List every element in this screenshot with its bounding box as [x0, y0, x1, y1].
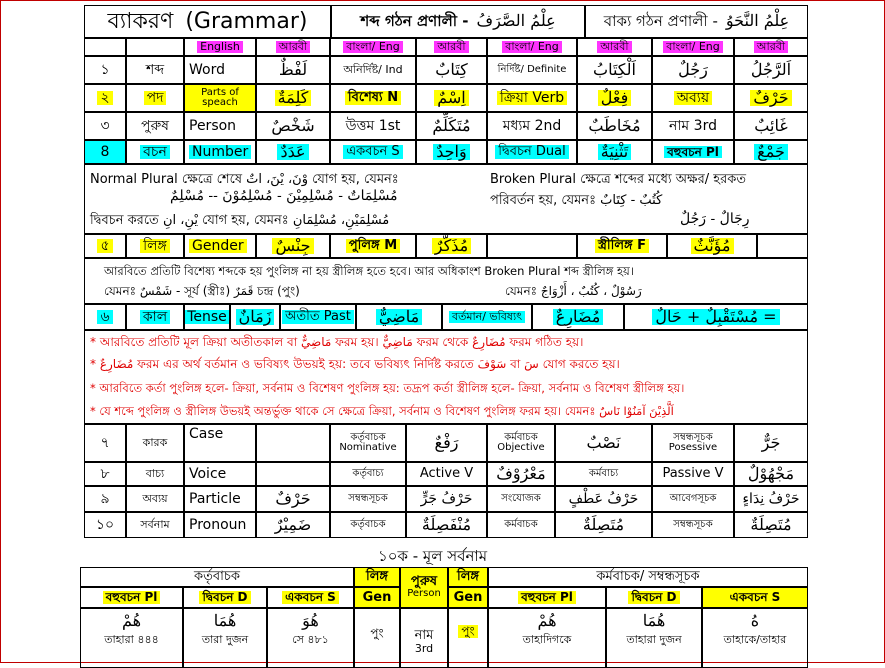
row-pos-ar2: اِسْمٌ [416, 84, 487, 112]
row-case-en: Case [184, 424, 256, 462]
gender-note-line-2-left: যেমনঃ شَمْسٌ - সূর্য (স্ত্রীঃ) قَمَرٌ চন্দ্র (পুং) [104, 284, 300, 298]
row-tense-ar4: مُسْتَقْبِلٌ + حَالٌ = [624, 304, 808, 330]
pron-dual-cell: দ্বিবচন D [183, 587, 267, 608]
header-morphology-cell [331, 5, 585, 38]
row-pronoun-ar3: مُتَصِلَةٌ [555, 512, 652, 538]
row-person-bn3: মধ্যম 2nd [487, 112, 577, 140]
tense-note-1: * আরবিতে প্রতিটি মূল ক্রিয়া অতীতকাল বা مَاضِيٌّ ফরম হয়। مَاضِيٌّ ফরম থেকে مُضَارِعٌ ফরম গঠিত হয়। [90, 335, 584, 349]
row-voice-bn2: কর্তৃবাচ্য [330, 462, 406, 486]
row-particle-bn2: সম্বন্ধসূচক [330, 486, 406, 512]
plural-note-left-2: مُسْلِمَاتٌ - مُسْلِمِيْنَ - مُسْلِمُوْنَ -- مُسْلِمٌ [170, 188, 398, 204]
row-case-ar2: رَفْعٌ [406, 424, 487, 462]
pron-gender-header-2: লিঙ্গ [448, 567, 488, 587]
row-pronoun-bn3: কর্মবাচক [487, 512, 555, 538]
header-grammar-bn: ব্যাকরণ [107, 8, 174, 34]
row-person-bn4: নাম 3rd [652, 112, 734, 140]
row-case-bn3: কর্মবাচক Objective [487, 424, 555, 462]
row-tense-ar1: زَمَانٌ [230, 304, 280, 330]
col-header-blank-2 [126, 38, 184, 56]
row-voice-bn: বাচ্য [126, 462, 184, 486]
row-tense-ar2: مَاضِيٌّ [356, 304, 442, 330]
row-word-bn3: নির্দিষ্ট/ Definite [487, 56, 577, 84]
row-number-bn2: একবচন S [330, 140, 416, 164]
header-syntax-ar: عِلْمُ النَّحَوُ [725, 11, 790, 31]
header-grammar-cell [84, 5, 331, 38]
row-pos-en: Parts of speach [184, 84, 256, 112]
row-particle-bn3: সংযোজক [487, 486, 555, 512]
pron-hu-cell: هُ তাহাকে/তাহার [702, 608, 808, 668]
row-particle-en: Particle [184, 486, 256, 512]
row-number-ar4: جَمْعٌ [734, 140, 808, 164]
row-particle-ar4: حَرْفُ نِدَاءٍ [734, 486, 808, 512]
row-case-num: ৭ [84, 424, 126, 462]
pron-singular-cell: একবচন S [267, 587, 354, 608]
row-pos-bn2: বিশেষ্য N [330, 84, 416, 112]
pron-masc-cell-2: পুং [448, 608, 488, 668]
plural-note-right-2: পরিবর্তন হয়, যেমনঃ كُتُبٌ - كِتَابٌ [490, 193, 663, 208]
row-word-bn2: অনির্দিষ্ট/ Ind [330, 56, 416, 84]
row-voice-ar1 [256, 462, 330, 486]
col-header-arabic-2: আরবী [416, 38, 487, 56]
pron-objective-header: কর্মবাচক/ সম্বন্ধসূচক [488, 567, 808, 587]
pronoun-section-title: ১০ক - মূল সর্বনাম [378, 547, 488, 565]
row-gender-empty-2 [757, 234, 808, 258]
plural-note-left-1: Normal Plural ক্ষেত্রে শেষে وْنَ، يْنَ، اتٌ যোগ হয়, যেমনঃ [90, 172, 399, 187]
row-gender-ar3: مُؤَنَّثٌ [667, 234, 757, 258]
row-gender-num: ৫ [84, 234, 126, 258]
row-pronoun-bn: সর্বনাম [126, 512, 184, 538]
row-particle-ar2: حَرْفُ جَرٍّ [406, 486, 487, 512]
row-person-en: Person [184, 112, 256, 140]
pron-person-header: পুরুষ Person [400, 567, 448, 608]
pron-name3-cell: নাম 3rd [400, 608, 448, 668]
row-case-bn4: সম্বন্ধসূচক Posessive [652, 424, 734, 462]
row-pos-bn4: অব্যয় [652, 84, 734, 112]
row-voice-ar2: Active V [406, 462, 487, 486]
row-voice-ar4: مَجْهُوْلٌ [734, 462, 808, 486]
pron-huma2-cell: هُمَا তাহারা দুজন [606, 608, 702, 668]
plural-note-right-1: Broken Plural ক্ষেত্রে শব্দের মধ্যে অক্ষর/ হরকত [490, 172, 747, 187]
row-particle-ar3: حَرْفُ عَطْفٍ [555, 486, 652, 512]
row-case-bn: কারক [126, 424, 184, 462]
header-syntax-cell [585, 5, 808, 38]
pron-huma-cell: هُمَا তারা দুজন [183, 608, 267, 668]
row-number-bn3: দ্বিবচন Dual [487, 140, 577, 164]
pron-hum-cell: هُمْ তাহারা ৪৪৪ [80, 608, 183, 668]
row-particle-num: ৯ [84, 486, 126, 512]
row-case-ar1 [256, 424, 330, 462]
col-header-bangla-eng-3: বাংলা/ Eng [652, 38, 734, 56]
tense-note-3: * আরবিতে কর্তা পুংলিঙ্গ হলে- ক্রিয়া, সর্বনাম ও বিশেষণ পুংলিঙ্গ হয়: তদ্রূপ কর্তা স্ত্রীলিঙ্গ হলে- ক্রিয়া, সর্বনাম ও বিশেষণ স্ত্রীলিঙ্গ হয়। [90, 381, 685, 395]
row-voice-ar3: কর্মবাচ্য [555, 462, 652, 486]
row-gender-ar2: مُذَكَّرٌ [416, 234, 487, 258]
row-gender-ar1: جِنْسٌ [256, 234, 330, 258]
pron-singular-cell-2: একবচন S [702, 587, 808, 608]
row-tense-bn2: অতীত Past [280, 304, 356, 330]
row-person-bn2: উত্তম 1st [330, 112, 416, 140]
gender-note-line-1: আরবিতে প্রতিটি বিশেষ্য শব্দকে হয় পুংলিঙ্গ না হয় স্ত্রীলিঙ্গ হতে হবে। আর অধিকাংশ Broken Plural শব্দ স্ত্রীলিঙ্গ হয়। [104, 264, 634, 278]
row-particle-ar1: حَرْفٌ [256, 486, 330, 512]
row-gender-bn2: পুলিঙ্গ M [330, 234, 416, 258]
row-pos-ar4: حَرْفٌ [734, 84, 808, 112]
col-header-arabic-1: আরবী [256, 38, 330, 56]
row-number-ar2: وَاحِدٌ [416, 140, 487, 164]
row-voice-en: Voice [184, 462, 256, 486]
col-header-arabic-3: আরবী [577, 38, 652, 56]
row-person-ar1: شَخْصٌ [256, 112, 330, 140]
row-tense-bn: কাল [126, 304, 184, 330]
header-grammar-en: (Grammar) [185, 8, 308, 34]
row-tense-en: Tense [184, 304, 230, 330]
pron-gen-cell: Gen [354, 587, 400, 608]
header-morph-bn: শব্দ গঠন প্রণালী - [360, 11, 469, 30]
col-header-blank-1 [84, 38, 126, 56]
row-pos-ar1: كَلِمَةٌ [256, 84, 330, 112]
row-gender-empty [487, 234, 577, 258]
row-case-ar3: نَصْبٌ [555, 424, 652, 462]
pron-gen-cell-2: Gen [448, 587, 488, 608]
tense-note-2: * مُضَارِعٌ ফরম এর অর্থ বর্তমান ও ভবিষ্যৎ উভয়ই হয়: তবে ভবিষ্যৎ নির্দিষ্ট করতে سَوْفَ বা سَ যোগ করতে হয়। [90, 357, 620, 371]
plural-note-right-3: رِجَالٌ - رَجُلٌ [680, 211, 750, 227]
row-pronoun-en: Pronoun [184, 512, 256, 538]
col-header-bangla-eng-1: বাংলা/ Eng [330, 38, 416, 56]
col-header-arabic-4: আরবী [734, 38, 808, 56]
row-person-ar3: مُخَاطَبٌ [577, 112, 652, 140]
row-pronoun-bn2: কর্তৃবাচক [330, 512, 406, 538]
pron-masc-cell: পুং [354, 608, 400, 668]
pron-huwa-cell: هُوَ সে ৪৮১ [267, 608, 354, 668]
header-morph-ar: عِلْمُ الصَّرَفُ [476, 11, 556, 31]
row-word-num: ১ [84, 56, 126, 84]
row-pronoun-bn4: সম্বন্ধসূচক [652, 512, 734, 538]
row-person-ar2: مُتَكَلِّمٌ [416, 112, 487, 140]
header-syntax-bn: বাক্য গঠন প্রণালী - [603, 11, 718, 30]
row-person-num: ৩ [84, 112, 126, 140]
row-gender-bn3: স্ত্রীলিঙ্গ F [577, 234, 667, 258]
row-tense-ar3: مُضَارِعٌ [532, 304, 624, 330]
pron-gender-header: লিঙ্গ [354, 567, 400, 587]
pron-plural-cell: বহুবচন Pl [80, 587, 183, 608]
row-case-bn2: কর্তৃবাচক Nominative [330, 424, 406, 462]
plural-note-left-3: দ্বিবচন করতে يْنِ، انِ যোগ হয়, যেমনঃ مُسْلِمَيْنِ، مُسْلِمَانِ [90, 213, 390, 228]
pron-plural-cell-2: বহুবচন Pl [488, 587, 606, 608]
row-pronoun-num: ১০ [84, 512, 126, 538]
row-number-en: Number [184, 140, 256, 164]
row-tense-num: ৬ [84, 304, 126, 330]
pron-dual-cell-2: দ্বিবচন D [606, 587, 702, 608]
row-pronoun-ar1: ضَمِيْرٌ [256, 512, 330, 538]
row-pos-bn: পদ [126, 84, 184, 112]
row-gender-bn: লিঙ্গ [126, 234, 184, 258]
col-header-bangla-eng-2: বাংলা/ Eng [487, 38, 577, 56]
row-voice-bn4: Passive V [652, 462, 734, 486]
row-word-bn: শব্দ [126, 56, 184, 84]
row-pronoun-ar4: مُتَصِلَةٌ [734, 512, 808, 538]
row-pos-bn3: ক্রিয়া Verb [487, 84, 577, 112]
row-word-en: Word [184, 56, 256, 84]
row-number-bn: বচন [126, 140, 184, 164]
row-gender-en: Gender [184, 234, 256, 258]
row-pos-num: ২ [84, 84, 126, 112]
row-word-ar4: اَلرَّجُلُ [734, 56, 808, 84]
col-header-english: English [184, 38, 256, 56]
row-word-bn4: رَجُلٌ [652, 56, 734, 84]
row-number-ar1: عَدَدٌ [256, 140, 330, 164]
row-number-ar3: تَثْنِيَةٌ [577, 140, 652, 164]
row-case-ar4: جَرٌّ [734, 424, 808, 462]
row-voice-bn3: مَعْرُوْفٌ [487, 462, 555, 486]
row-person-bn: পুরুষ [126, 112, 184, 140]
row-particle-bn4: আবেগসূচক [652, 486, 734, 512]
pron-hum2-cell: هُمْ তাহাদিগকে [488, 608, 606, 668]
row-word-ar1: لَفْظٌ [256, 56, 330, 84]
gender-note-line-2-right: যেমনঃ رَسُوْلٌ ، كُتُبٌ ، أَزْوَاجٌ [505, 284, 642, 298]
row-voice-num: ৮ [84, 462, 126, 486]
row-pos-ar3: فِعْلٌ [577, 84, 652, 112]
row-number-bn4: বহুবচন Pl [652, 140, 734, 164]
row-word-ar3: اَلْكِتَابُ [577, 56, 652, 84]
row-particle-bn: অব্যয় [126, 486, 184, 512]
tense-note-4: * যে শব্দে পুংলিঙ্গ ও স্ত্রীলিঙ্গ উভয়ই অন্তর্ভুক্ত থাকে সে ক্ষেত্রে ক্রিয়া, সর্বনাম ও বিশেষণ পুংলিঙ্গ ফরম হয়। যেমনঃ اَلَّذِيْنَ آمَنُوْا نَاسٌ [90, 404, 674, 418]
row-tense-bn3: বর্তমান/ ভবিষ্যৎ [442, 304, 532, 330]
pron-nominative-header: কর্তৃবাচক [80, 567, 354, 587]
row-person-ar4: غَائِبٌ [734, 112, 808, 140]
row-number-num: 8 [84, 140, 126, 164]
row-word-ar2: كِتَابٌ [416, 56, 487, 84]
row-pronoun-ar2: مُنْفَصِلَةٌ [406, 512, 487, 538]
